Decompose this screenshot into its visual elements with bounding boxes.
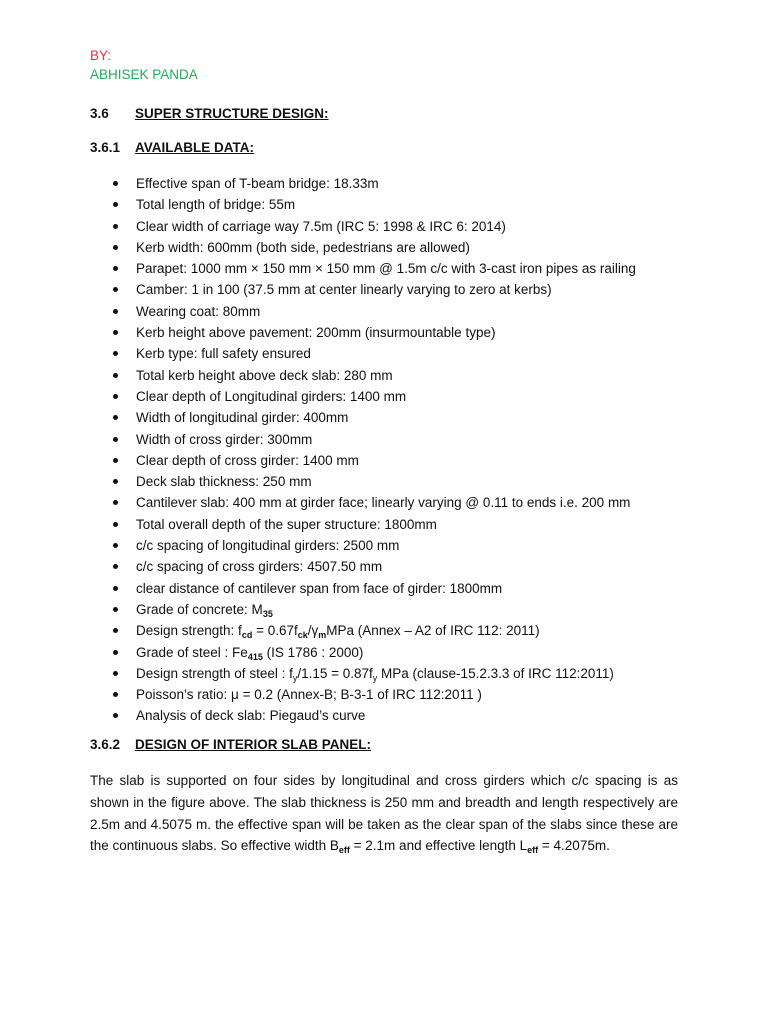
subsection-number: 3.6.2 [90,737,121,752]
subsection-title: DESIGN OF INTERIOR SLAB PANEL: [135,737,372,752]
bullet-icon [113,692,118,697]
section-heading [90,106,329,121]
list-item: Clear depth of Longitudinal girders: 1400 mm [90,386,636,407]
list-item: Width of cross girder: 300mm [90,429,636,450]
bullet-icon [113,500,118,505]
author-name: ABHISEK PANDA [90,67,198,82]
bullet-icon [113,181,118,186]
section-title: SUPER STRUCTURE DESIGN: [135,106,329,121]
section-number: 3.6 [90,106,109,121]
subsection-heading-interior-slab [90,737,371,752]
list-item: Width of longitudinal girder: 400mm [90,407,636,428]
list-item: Effective span of T-beam bridge: 18.33m [90,173,636,194]
bullet-icon [113,394,118,399]
list-item-concrete-grade: Grade of concrete: $M_{35}$ [90,599,636,620]
bullet-icon [113,245,118,250]
list-item-poisson: Poisson’s ratio: μ = 0.2 (Annex-B; B-3-1 of IRC 112:2011 ) [90,684,636,705]
list-item: c/c spacing of longitudinal girders: 2500 mm [90,535,636,556]
list-item: Total overall depth of the super structure: 1800mm [90,514,636,535]
bullet-icon [113,458,118,463]
bullet-icon [113,628,118,633]
bullet-icon [113,671,118,676]
list-item: Kerb height above pavement: 200mm (insurmountable type) [90,322,636,343]
list-item: c/c spacing of cross girders: 4507.50 mm [90,556,636,577]
bullet-icon [113,266,118,271]
list-item-steel-strength: Design strength of steel : $f_y/1.15 = 0.87f_y$ MPa (clause-15.2.3.3 of IRC 112:2011) [90,663,636,684]
list-item-steel-grade: Grade of steel : $Fe_{415}$ (IS 1786 : 2000) [90,642,636,663]
bullet-icon [113,479,118,484]
list-item: Kerb width: 600mm (both side, pedestrians are allowed) [90,237,636,258]
list-item: Kerb type: full safety ensured [90,343,636,364]
bullet-icon [113,543,118,548]
bullet-icon [113,650,118,655]
bullet-icon [113,415,118,420]
subsection-title: AVAILABLE DATA: [135,140,254,155]
list-item-design-strength: Design strength: $f_{cd} = 0.67f_{ck}/\gamma_mMPa$ (Annex – A2 of IRC 112: 2011) [90,620,636,641]
list-item: Clear width of carriage way 7.5m (IRC 5: 1998 & IRC 6: 2014) [90,216,636,237]
bullet-icon [113,202,118,207]
bullet-icon [113,351,118,356]
bullet-icon [113,564,118,569]
bullet-icon [113,373,118,378]
subsection-number: 3.6.1 [90,140,121,155]
list-item-analysis: Analysis of deck slab: Piegaud’s curve [90,705,636,726]
bullet-icon [113,607,118,612]
bullet-icon [113,330,118,335]
subsection-heading-available-data [90,140,254,155]
list-item: Deck slab thickness: 250 mm [90,471,636,492]
list-item: Total length of bridge: 55m [90,194,636,215]
bullet-icon [113,713,118,718]
body-paragraph: The slab is supported on four sides by longitudinal and cross girders which c/c spacing is as shown in the figure above. The slab thickness is 250 mm and breadth and length respectively are 2.5m and 4.5075 m. the effective span will be taken as the clear span of the slabs since these are the continuous slabs. So effective width $B_{eff} = 2.1m$ and effective length $L_{eff} = 4.2075m$. [90,773,678,856]
bullet-icon [113,437,118,442]
bullet-icon [113,309,118,314]
available-data-list [90,173,636,727]
list-item: Total kerb height above deck slab: 280 mm [90,365,636,386]
bullet-icon [113,287,118,292]
list-item: Camber: 1 in 100 (37.5 mm at center linearly varying to zero at kerbs) [90,279,636,300]
list-item: clear distance of cantilever span from face of girder: 1800mm [90,578,636,599]
list-item: Cantilever slab: 400 mm at girder face; linearly varying @ 0.11 to ends i.e. 200 mm [90,492,636,513]
list-item: Wearing coat: 80mm [90,301,636,322]
bullet-icon [113,522,118,527]
author-by-label: BY: [90,48,112,63]
bullet-icon [113,586,118,591]
bullet-icon [113,224,118,229]
list-item: Clear depth of cross girder: 1400 mm [90,450,636,471]
list-item: Parapet: 1000 mm × 150 mm × 150 mm @ 1.5m c/c with 3-cast iron pipes as railing [90,258,636,279]
